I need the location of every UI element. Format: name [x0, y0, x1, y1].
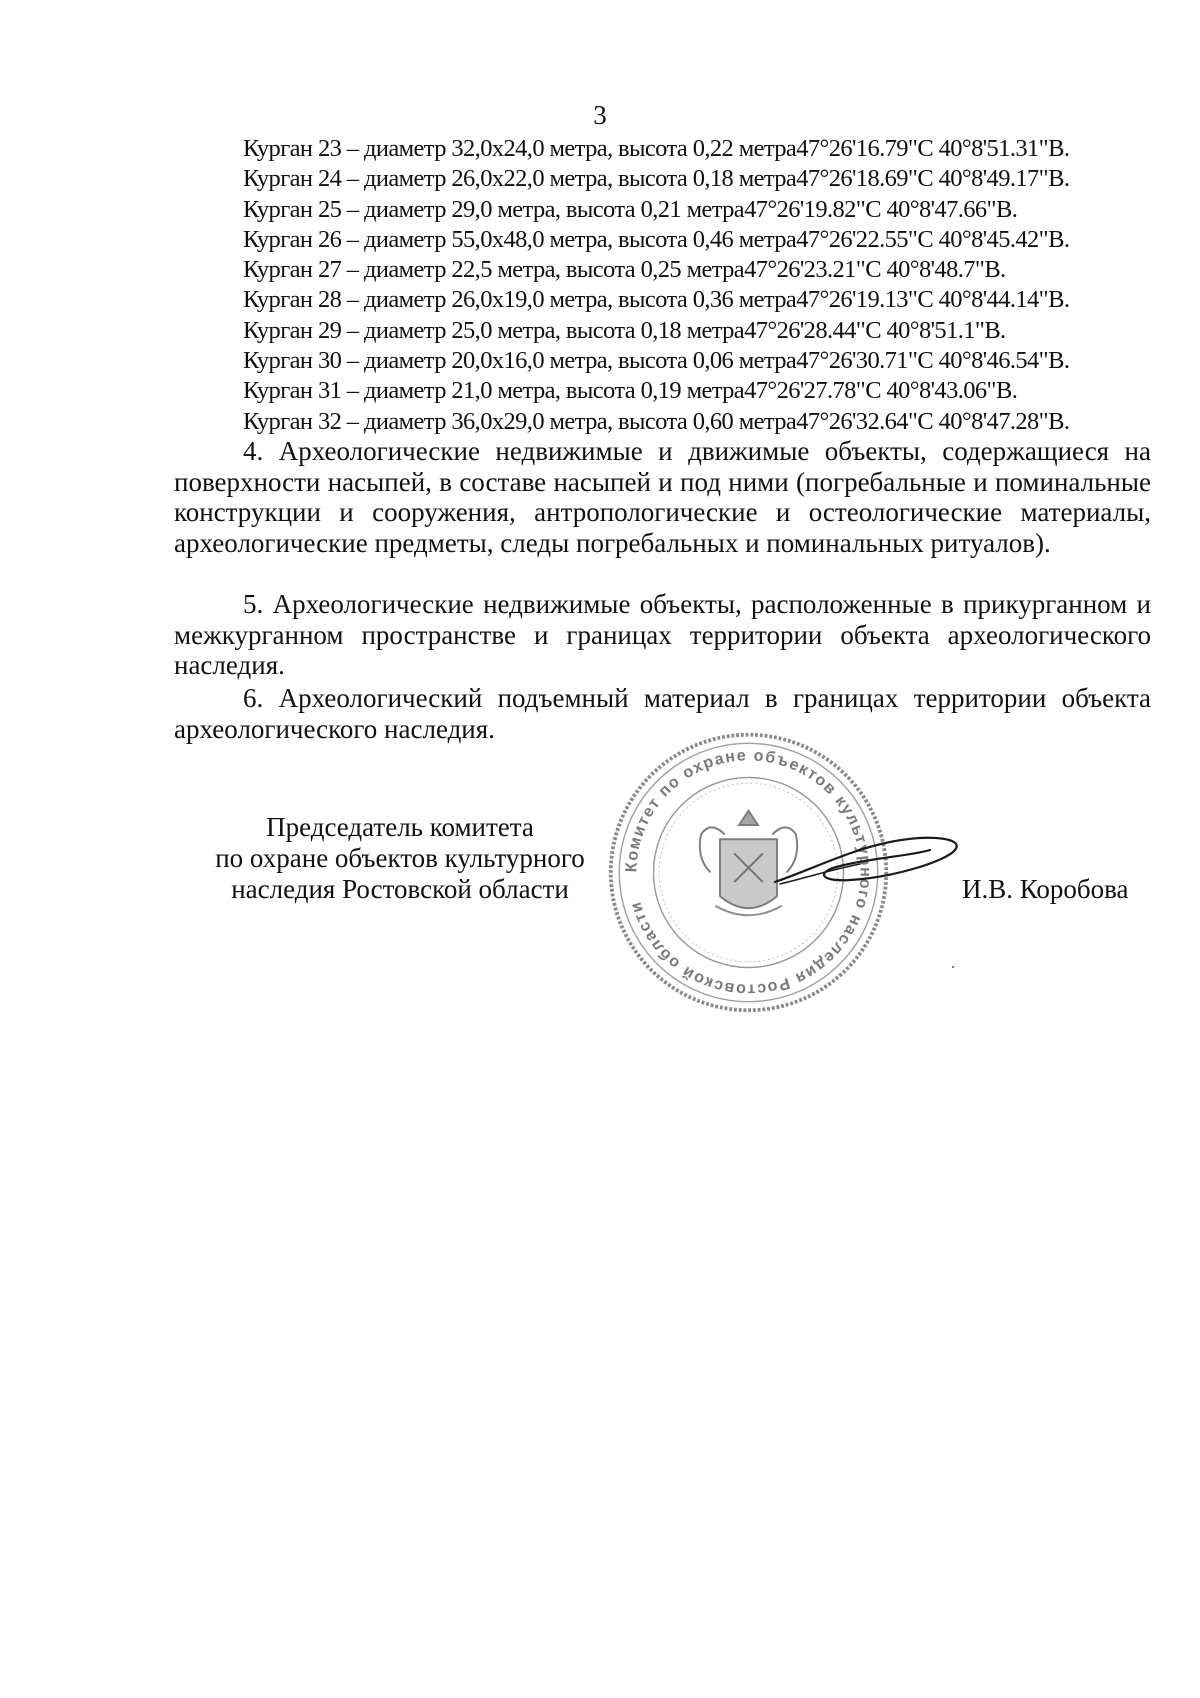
- position-line: по охране объектов культурного: [215, 843, 585, 873]
- kurgan-list: [243, 134, 1163, 437]
- list-item: Курган 28 – диаметр 26,0х19,0 метра, высота 0,36 метра47°26'19.13"С 40°8'44.14"В.: [243, 286, 1070, 314]
- page-number: 3: [593, 100, 607, 130]
- list-item: Курган 26 – диаметр 55,0х48,0 метра, высота 0,46 метра47°26'22.55"С 40°8'45.42"В.: [243, 225, 1070, 253]
- position-line: наследия Ростовской области: [231, 874, 569, 904]
- seal-text: Комитет по охране объектов культурного наследия Ростовской области: [622, 746, 875, 999]
- list-item: Курган 32 – диаметр 36,0х29,0 метра, высота 0,60 метра47°26'32.64"С 40°8'47.28"В.: [243, 407, 1070, 435]
- list-item: Курган 30 – диаметр 20,0х16,0 метра, высота 0,06 метра47°26'30.71"С 40°8'46.54"В.: [243, 347, 1070, 375]
- signatory-position: [170, 812, 630, 905]
- paragraph-5: [174, 589, 1151, 681]
- position-line: Председатель комитета: [266, 812, 534, 842]
- list-item: Курган 24 – диаметр 26,0х22,0 метра, высота 0,18 метра47°26'18.69"С 40°8'49.17"В.: [243, 165, 1070, 193]
- list-item: Курган 31 – диаметр 21,0 метра, высота 0,19 метра47°26'27.78"С 40°8'43.06"В.: [243, 377, 1018, 405]
- handwritten-signature: [770, 820, 970, 900]
- paragraph-4-text: 4. Археологические недвижимые и движимые объекты, содержащиеся на поверхности насыпей, в составе насыпей и под ними (погребальные и поминальные конструкции и сооружения, антропологические и остеологические материалы, археологические предметы, следы погребальных и поминальных ритуалов).: [174, 436, 1151, 558]
- list-item: Курган 27 – диаметр 22,5 метра, высота 0,25 метра47°26'23.21"С 40°8'48.7"В.: [243, 256, 1006, 284]
- ink-dot: [952, 966, 954, 968]
- paragraph-4: [174, 436, 1151, 558]
- paragraph-6-text: 6. Археологический подъемный материал в границах территории объекта археологического наследия.: [174, 683, 1151, 744]
- list-item: Курган 29 – диаметр 25,0 метра, высота 0,18 метра47°26'28.44"С 40°8'51.1"В.: [243, 316, 1006, 344]
- paragraph-5-text: 5. Археологические недвижимые объекты, расположенные в прикурганном и межкурганном пространстве и границах территории объекта археологического наследия.: [174, 589, 1151, 680]
- list-item: Курган 25 – диаметр 29,0 метра, высота 0,21 метра47°26'19.82"С 40°8'47.66"В.: [243, 195, 1018, 223]
- list-item: Курган 23 – диаметр 32,0х24,0 метра, высота 0,22 метра47°26'16.79"С 40°8'51.31"В.: [243, 135, 1070, 162]
- signer-name: И.В. Коробова: [962, 874, 1129, 904]
